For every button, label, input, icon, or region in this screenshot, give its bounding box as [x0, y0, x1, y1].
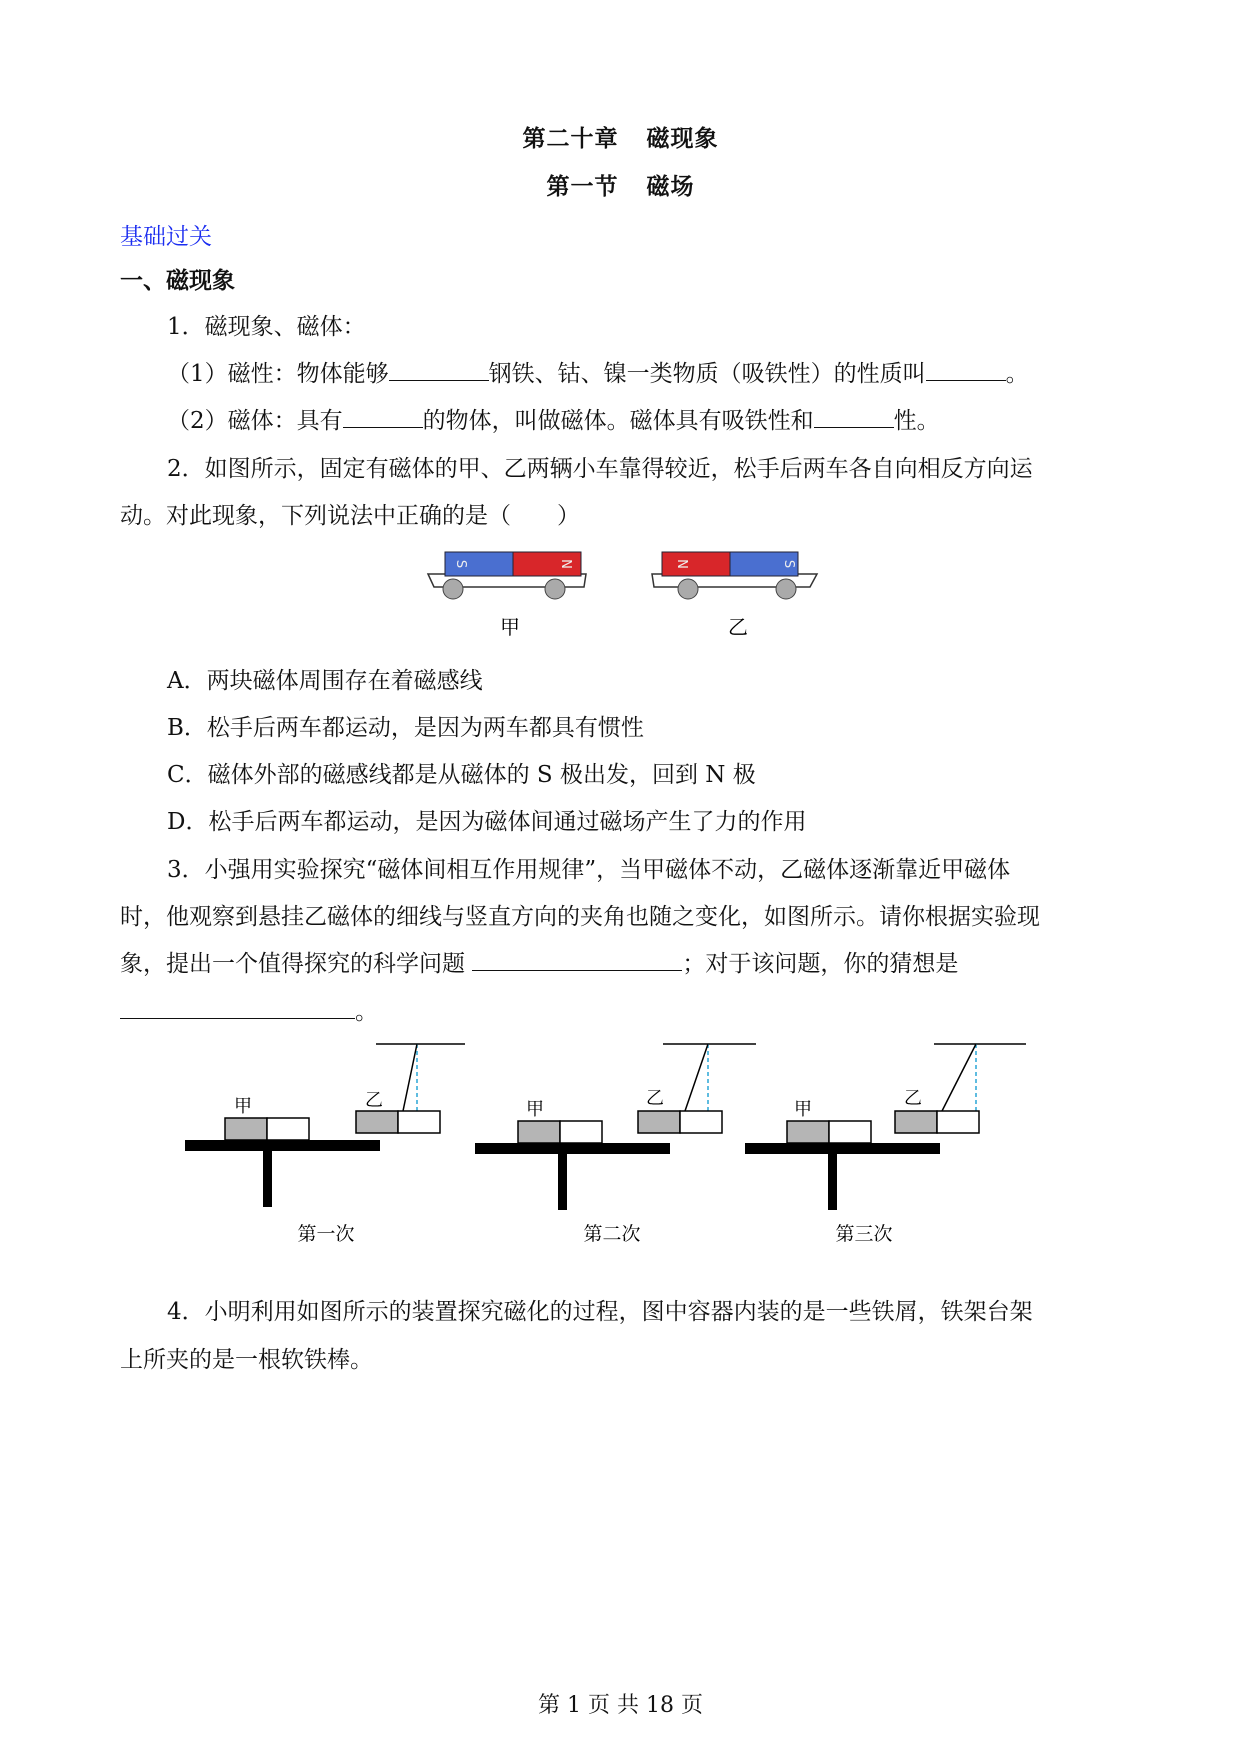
q1-part1-text-a: （1）磁性：物体能够 [167, 361, 389, 387]
magnet-jia [225, 1118, 267, 1140]
q3-line1: 3．小强用实验探究“磁体间相互作用规律”，当甲磁体不动，乙磁体逐渐靠近甲磁体 [167, 857, 1011, 883]
magnet-yi [356, 1111, 398, 1133]
magnet-label: 甲 [526, 1099, 544, 1120]
car-yi [652, 552, 817, 639]
q2-option-c: C．磁体外部的磁感线都是从磁体的 S 极出发，回到 N 极 [167, 762, 756, 788]
magnet-jia [829, 1121, 871, 1143]
string [685, 1044, 708, 1111]
q4-line1: 4．小明利用如图所示的装置探究磁化的过程，图中容器内装的是一些铁屑，铁架台架 [167, 1299, 1033, 1325]
answer-blank[interactable] [814, 407, 894, 428]
trial-1 [185, 1044, 465, 1245]
magnet-n-half [662, 552, 730, 576]
pole-label: S [453, 559, 468, 569]
magnet-yi [638, 1111, 680, 1133]
section-number: 第一节 [546, 173, 619, 200]
cars-figure [420, 540, 820, 640]
chapter-name: 磁现象 [646, 125, 719, 152]
q3-line4 [120, 993, 378, 1026]
pole-label: N [674, 559, 689, 569]
table-leg [828, 1154, 837, 1210]
q1-stem: 1．磁现象、磁体： [167, 314, 366, 340]
table-leg [263, 1151, 272, 1207]
q2-line2: 动。对此现象，下列说法中正确的是（ ） [120, 503, 580, 529]
table-top [555, 1143, 670, 1154]
chapter-title [0, 120, 1241, 153]
q2-option-a: A．两块磁体周围存在着磁感线 [167, 668, 483, 694]
pendulum-experiment-figure [180, 1028, 1040, 1258]
magnet-label: 乙 [904, 1088, 922, 1109]
q1-part2-text-a: （2）磁体：具有 [167, 408, 343, 434]
answer-blank[interactable] [120, 998, 355, 1019]
section-title [0, 168, 1241, 201]
section-name: 磁场 [646, 173, 695, 200]
q1-part1-text-b: 钢铁、钴、镍一类物质（吸铁性）的性质叫 [488, 361, 926, 387]
answer-blank[interactable] [389, 360, 489, 381]
answer-blank[interactable] [343, 407, 423, 428]
magnet-yi [680, 1111, 722, 1133]
heading-magnetic-phenomena: 一、磁现象 [120, 268, 235, 294]
table-top [262, 1140, 380, 1151]
q3-line3-text-b: ；对于该问题，你的猜想是 [682, 951, 959, 977]
magnet-yi [398, 1111, 440, 1133]
magnet-yi [895, 1111, 937, 1133]
magnet-yi [937, 1111, 979, 1133]
q1-part2-text-c: 性。 [893, 408, 940, 434]
table-top [830, 1143, 940, 1154]
magnet-label: 乙 [646, 1088, 664, 1109]
pole-label: S [781, 559, 796, 569]
wheel [545, 579, 565, 599]
answer-blank[interactable] [926, 360, 1006, 381]
q1-part2-text-b: 的物体，叫做磁体。磁体具有吸铁性和 [422, 408, 814, 434]
trial-3 [745, 1044, 1026, 1245]
magnet-label: 甲 [234, 1096, 252, 1117]
q2-option-b: B．松手后两车都运动，是因为两车都具有惯性 [167, 715, 644, 741]
car-label: 甲 [500, 615, 520, 639]
magnet-label: 甲 [794, 1099, 812, 1120]
q3-line3 [120, 945, 958, 978]
q2-line1: 2．如图所示，固定有磁体的甲、乙两辆小车靠得较近，松手后两车各自向相反方向运 [167, 456, 1033, 482]
q3-line3-text-a: 象，提出一个值得探究的科学问题 [120, 951, 465, 977]
q2-option-d: D．松手后两车都运动，是因为磁体间通过磁场产生了力的作用 [167, 809, 807, 835]
car-jia [428, 552, 586, 639]
q3-line4-text: 。 [355, 999, 378, 1025]
trial-label: 第二次 [583, 1223, 641, 1245]
trial-label: 第三次 [835, 1223, 893, 1245]
q1-part1 [167, 355, 1029, 388]
page-footer: 第 1 页 共 18 页 [538, 1693, 703, 1718]
pole-label: N [558, 559, 573, 569]
wheel [443, 579, 463, 599]
q3-line2: 时，他观察到悬挂乙磁体的细线与竖直方向的夹角也随之变化，如图所示。请你根据实验现 [120, 904, 1040, 930]
magnet-label: 乙 [365, 1090, 383, 1111]
wheel [678, 579, 698, 599]
car-label: 乙 [728, 615, 748, 639]
trial-label: 第一次 [297, 1223, 355, 1245]
q4-line2: 上所夹的是一根软铁棒。 [120, 1347, 373, 1373]
string [942, 1044, 976, 1111]
q1-part2 [167, 402, 940, 435]
table-leg [558, 1154, 567, 1210]
magnet-jia [267, 1118, 309, 1140]
magnet-jia [787, 1121, 829, 1143]
answer-blank[interactable] [472, 950, 682, 971]
trial-2 [475, 1044, 756, 1245]
chapter-number: 第二十章 [522, 125, 619, 152]
magnet-jia [560, 1121, 602, 1143]
wheel [776, 579, 796, 599]
string [403, 1044, 417, 1111]
section-label: 基础过关 [120, 224, 212, 250]
q1-part1-text-c: 。 [1005, 361, 1029, 387]
magnet-jia [518, 1121, 560, 1143]
